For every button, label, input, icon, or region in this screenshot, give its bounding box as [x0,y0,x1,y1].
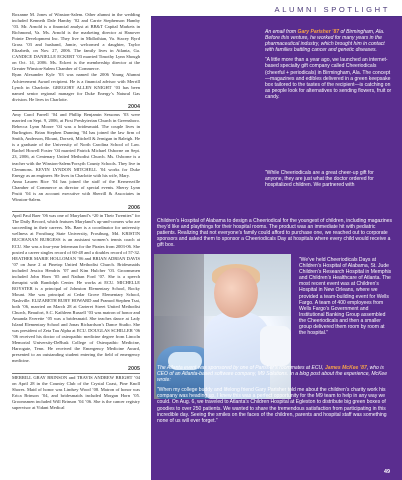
highlighted-name: Gary Parisher ’87 [297,29,340,35]
spotlight-lower-text [157,365,392,428]
year-heading: 2004 [12,104,140,111]
spotlight-upper-text [265,29,392,104]
p4-text: The Atlanta event was sponsored by one of Parisher’s roommates at ECU, James McKee ’87, who is CEO of an Atlanta-based software company, M9 Solutions. In a blog post about the experience, McKee wrote: [157,365,388,384]
spotlight-right-text [299,257,392,361]
classnotes-paragraph: Ryan Alexander Kyle ’03 was named the 2006 Young Alumni Achievement Award recipient. He is a financial advisor with Merrill Lynch in Charlotte. GREGORY ALLEN KNIGHT ’03 has been named senior regional manager for Duke Energy’s Natural Gas division. He lives in Charlotte. [12,72,140,102]
highlighted-name: James McKee ’87 [324,365,367,371]
spotlight-paragraph: “When my college buddy and lifelong friend Gary Parisher told me about the children’s charity work his company was heading up, I knew this was a perfect opportunity for the M9 team to help in any way we could. On Aug. 6, we traveled to Atlanta’s Children Hospital at Egleston to distribute big green boxes of goodies to over 250 patients. We wanted to share the tremendous satisfaction from participating in this incredible day. Seeing the smiles on the faces of the children, parents and hospital staff was something none of us will ever forget.” [157,387,387,424]
classnotes-paragraph: MERRILL GRAY BRINSON and TRAVIS ANDREW BRIGHT ’04 on April 28 in the Country Club of the Crystal Coast, Pine Knoll Shores. Maid of honor was Lindsey Wood ’08. Matron of honor was Erica Brinson ’04, and bridesmaids included Morgan Horn ’05. Groomsmen included Will Brinson ’04 ’06. She is the cancer registry supervisor at Vidant Medical [12,374,140,411]
lede-text: An email from Gary Parisher ’87 of Birmingham, Ala. Before this venture, he worked for many years in the pharmaceutical industry, which brought him in contact with families battling cancer and genetic diseases. [265,29,385,54]
spotlight-panel [151,17,402,480]
spotlight-paragraph: “While Cheeriodicals are a great cheer-up gift for anyone, they are just what the doctor ordered for hospitalized children. We partnered with [265,170,374,189]
year-heading: 2005 [12,366,140,373]
classnotes-paragraph: Anna Lauren Rice ’04 has joined the staff of the Kernersville Chamber of Commerce as director of special events. Sherry Lynn Pruitt ’04 is an account executive with Sherrill & Associates in Winston-Salem. [12,178,140,202]
classnotes-paragraph: April Paul Baer ’06 was one of Maryland’s “20 in Their Twenties” for The Daily Record, which features Maryland’s up-and-comers who are succeeding in their careers. Ms. Baer is a coordinator for university wellness at Frostburg State University, Frostburg, Md. KRISTIN BUCHANAN BURGESS is an assistant women’s tennis coach at ECU. She was a four-year letterman for the Pirates from 2003-06. She posted a career singles record of 60-48 and a doubles record of 57-32. HEATHER MARIE HOLLOMAN ’06 and BRIAN ADRIAN DAVIS ’07 on June 2 at Pinetop United Methodist Church. Bridesmaids included Jessica Hendrix ’07 and Kim Hulcher ’03. Groomsmen included John Horn ’05 and Nathan Ford ’07. She is a speech therapist with Randolph Center. He works at ECU. MICHELLE ROYSTER is a principal of Johnston Elementary School, Rocky Mount. She was principal at Cedar Grove Elementary School, Nashville. ELIZABETH RUBY HOWARD and Pramod Stephen Tsai, both ’06, married on March 28 at Carteret Street United Methodist Church, Beaufort, S.C. Kathleen Russell ’03 was matron of honor and Amanda Everette ’05 was a bridesmaid. She teaches dance at Lady Island Elementary School and Jonas Richardson’s Dance Studio. She was president of Zeta Tau Alpha at ECU. DOUGLAS SCHILLER ’06 ’06 received his doctor of osteopathic medicine degree from Lincoln Memorial University-DeBusk College of Osteopathic Medicine, Harrogate, Tenn. He received the Emergency Medicine Award, presented to an outstanding student entering the field of emergency medicine. [12,213,140,364]
classnotes-column [12,12,140,476]
year-heading: 2006 [12,205,140,212]
section-header: ALUMNI SPOTLIGHT [151,2,402,17]
spotlight-paragraph: “We’ve held Cheeriodicals Days at Children’s Hospital of Alabama, St. Jude Children’s Research Hospital in Memphis and Children’s Healthcare of Atlanta. The most recent event was at Children’s Hospital in New Orleans, where we provided a team-building event for Wells Fargo. A team of 400 employees from Wells Fargo’s Government and Institutional Banking Group assembled the Cheeriodicals and then a smaller group delivered them room by room at the hospital.” [299,257,392,337]
spotlight-lede [265,29,392,53]
spotlight-mid-text [265,170,392,218]
spotlight-wide-text [157,218,392,252]
classnotes-paragraph: Roxanne M. Jones of Winston-Salem. Other alumni in the wedding included Kenneth Dale Hamby ’02 and Carrie Stephenson Hamby ’03. Mr. Arnold is a financial analyst at BB&T Capital Markets in Richmond, Va. Ms. Arnold is the marketing director at Hanover Pointe Development Inc. They live in Midlothian, Va. Stacey Byrd Grass ’03 and husband, Jamie, welcomed a daughter, Taylor Elizabeth, on Nov. 27, 2006. The family lives in Atlanta, Ga. CANDICE DANIELLE ECKERT ’03 married Timothy Lynn Shough on Oct. 14, 2006. Ms. Eckert is the membership director at the Greater Winston-Salem Chamber of Commerce. [12,12,140,72]
page-number: 49 [384,468,390,475]
spotlight-paragraph: “A little more than a year ago, we launched an internet-based specialty gift company called Cheeriodicals (cheerful + periodicals) in Birmingham, Ala. The concept—magazines and edibles delivered in a green keepsake box tailored to the tastes of the recipient—is catching on as people look for alternatives to sending flowers, fruit or candy. [265,57,392,100]
spotlight-paragraph-wide: Children’s Hospital of Alabama to design a Cheeriodical for the youngest of children, including magazines they’d like and playthings for their hospital rooms. The product was an immediate hit with pediatric patients. Realizing that not everyone’s family could afford to purchase one, we reached out to corporate sponsors and asked them to sponsor a Cheeriodicals Day at hospitals where every child would receive a gift box. [157,218,392,249]
classnotes-paragraph: Amy Carol Farrell ’04 and Phillip Benjamin Sessoms ’03 were married on Sept. 9, 2006, at First Presbyterian Church in Greensboro. Rebecca Lynn Moore ’04 was a bridesmaid. The couple lives in Burlington. Brian Stephen Dunning ’04 has joined the law firm of Smith, Anderson, Blount, Dorsett, Mitchell & Jernigan in Raleigh. He is a graduate of the University of North Carolina School of Law. Rachel Howell Foster ’04 married Patrick Michael Osborne on Sept. 23, 2006, at Centenary United Methodist Church. Ms. Osborne is a teacher with the Winston-Salem/Forsyth County Schools. They live in Clemmons. KEVIN LYNDON MITCHELL ’04 works for Duke Energy as an engineer. He lives in Charlotte with his wife, Mary. [12,112,140,178]
spotlight-paragraph-italic [157,365,392,383]
